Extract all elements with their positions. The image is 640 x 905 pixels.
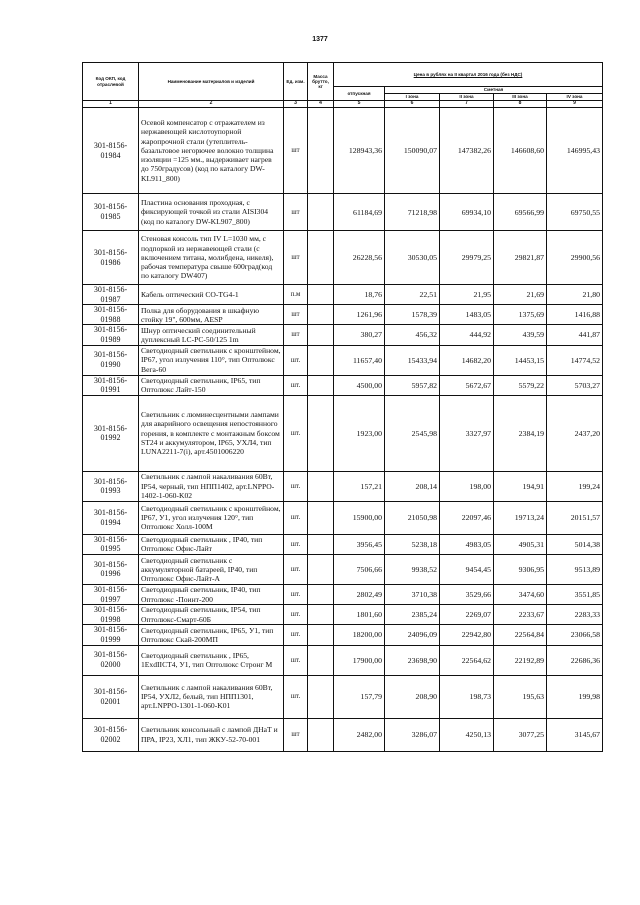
cell-zone1-price: 2385,24 [385, 605, 440, 625]
cell-unit: шт. [284, 584, 308, 604]
cell-unit: шт. [284, 675, 308, 718]
cell-release-price: 26228,56 [334, 231, 385, 285]
cell-code: 301-8156-01994 [83, 501, 139, 534]
col-number: 9 [547, 101, 603, 108]
cell-code: 301-8156-01988 [83, 305, 139, 325]
table-body [83, 108, 603, 752]
cell-mass [308, 285, 334, 305]
cell-name: Светодиодный светильник, IP65, тип Оптолюкс Лайт-150 [139, 375, 284, 395]
col-number: 5 [334, 101, 385, 108]
cell-release-price: 7506,66 [334, 554, 385, 584]
cell-zone4-price: 29900,56 [547, 231, 603, 285]
cell-zone4-price: 21,80 [547, 285, 603, 305]
cell-code: 301-8156-02001 [83, 675, 139, 718]
cell-unit: шт. [284, 471, 308, 501]
cell-zone2-price: 198,00 [440, 471, 494, 501]
cell-zone4-price: 5014,38 [547, 534, 603, 554]
cell-code: 301-8156-01998 [83, 605, 139, 625]
column-number-row [83, 101, 603, 108]
col-number: 2 [139, 101, 284, 108]
cell-code: 301-8156-01999 [83, 625, 139, 645]
table-row [83, 345, 603, 375]
cell-release-price: 1923,00 [334, 395, 385, 471]
cell-zone1-price: 71218,98 [385, 194, 440, 231]
cell-zone4-price: 14774,52 [547, 345, 603, 375]
cell-unit: шт. [284, 345, 308, 375]
cell-unit: п.м [284, 285, 308, 305]
cell-zone2-price: 14682,20 [440, 345, 494, 375]
cell-name: Светильник с лампой накаливания 60Вт, IP54, УХЛ2, белый, тип НПП1301, арт.LNPPO-1301-1-060-K01 [139, 675, 284, 718]
cell-zone1-price: 21050,98 [385, 501, 440, 534]
cell-zone2-price: 21,95 [440, 285, 494, 305]
cell-mass [308, 718, 334, 751]
cell-zone3-price: 195,63 [494, 675, 547, 718]
cell-mass [308, 395, 334, 471]
table-row [83, 625, 603, 645]
cell-zone3-price: 29821,87 [494, 231, 547, 285]
cell-zone2-price: 3529,66 [440, 584, 494, 604]
cell-zone2-price: 1483,05 [440, 305, 494, 325]
cell-release-price: 18200,00 [334, 625, 385, 645]
cell-name: Осевой компенсатор с отражателем из нержавеющей кислотоупорной жаропрочной стали (утеплитель-базальтовое негорючее волокно толщина изоляции =125 мм., выдерживает нагрев до 750градусов) (код по каталогу DW-KL911_800) [139, 108, 284, 194]
cell-zone4-price: 441,87 [547, 325, 603, 345]
cell-zone4-price: 3551,85 [547, 584, 603, 604]
header-mass: Масса брутто, кг [308, 63, 334, 101]
table-row [83, 605, 603, 625]
header-name: Наименование материалов и изделий [139, 63, 284, 101]
cell-zone1-price: 24096,09 [385, 625, 440, 645]
cell-zone1-price: 5238,18 [385, 534, 440, 554]
table-row [83, 325, 603, 345]
cell-zone3-price: 9306,95 [494, 554, 547, 584]
cell-zone3-price: 2233,67 [494, 605, 547, 625]
cell-zone2-price: 69934,10 [440, 194, 494, 231]
cell-zone1-price: 22,51 [385, 285, 440, 305]
cell-unit: шт [284, 108, 308, 194]
cell-mass [308, 554, 334, 584]
table-row [83, 194, 603, 231]
cell-zone1-price: 456,32 [385, 325, 440, 345]
cell-release-price: 2482,00 [334, 718, 385, 751]
cell-zone3-price: 3077,25 [494, 718, 547, 751]
cell-zone1-price: 23698,90 [385, 645, 440, 675]
cell-mass [308, 534, 334, 554]
cell-zone3-price: 69566,99 [494, 194, 547, 231]
header-zone2: II зона [440, 94, 494, 101]
cell-mass [308, 325, 334, 345]
col-number: 1 [83, 101, 139, 108]
page-number: 1377 [312, 36, 328, 43]
cell-zone1-price: 2545,98 [385, 395, 440, 471]
col-number: 3 [284, 101, 308, 108]
cell-zone4-price: 3145,67 [547, 718, 603, 751]
cell-zone4-price: 2283,33 [547, 605, 603, 625]
cell-code: 301-8156-01989 [83, 325, 139, 345]
cell-mass [308, 194, 334, 231]
cell-zone1-price: 150090,07 [385, 108, 440, 194]
cell-zone4-price: 22686,36 [547, 645, 603, 675]
table-row [83, 305, 603, 325]
cell-zone2-price: 444,92 [440, 325, 494, 345]
cell-name: Светодиодный светильник, IP65, У1, тип Оптолюкс Скай-200МП [139, 625, 284, 645]
cell-release-price: 11657,40 [334, 345, 385, 375]
cell-zone4-price: 69750,55 [547, 194, 603, 231]
cell-zone2-price: 4983,05 [440, 534, 494, 554]
header-price-group: Цена в рублях на II квартал 2016 года (без НДС) [334, 63, 603, 87]
table-row [83, 584, 603, 604]
cell-release-price: 1261,96 [334, 305, 385, 325]
cell-name: Светильник консольный с лампой ДНаТ и ПРА, IP23, ХЛ1, тип ЖКУ-52-70-001 [139, 718, 284, 751]
cell-unit: шт. [284, 625, 308, 645]
cell-zone2-price: 22564,62 [440, 645, 494, 675]
cell-zone3-price: 21,69 [494, 285, 547, 305]
cell-code: 301-8156-01996 [83, 554, 139, 584]
cell-release-price: 4500,00 [334, 375, 385, 395]
cell-zone3-price: 19713,24 [494, 501, 547, 534]
cell-name: Светодиодный светильник с аккумуляторной батареей, IP40, тип Оптолюкс Офис-Лайт-А [139, 554, 284, 584]
cell-mass [308, 305, 334, 325]
cell-code: 301-8156-01990 [83, 345, 139, 375]
cell-zone1-price: 3286,07 [385, 718, 440, 751]
cell-mass [308, 345, 334, 375]
cell-name: Светодиодный светильник , IP40, тип Оптолюкс Офис-Лайт [139, 534, 284, 554]
cell-mass [308, 605, 334, 625]
table-row [83, 501, 603, 534]
cell-unit: шт [284, 718, 308, 751]
cell-zone4-price: 9513,89 [547, 554, 603, 584]
cell-code: 301-8156-01991 [83, 375, 139, 395]
cell-release-price: 128943,36 [334, 108, 385, 194]
cell-unit: шт [284, 325, 308, 345]
cell-name: Светодиодный светильник, IP40, тип Оптолюкс -Поинт-200 [139, 584, 284, 604]
col-number: 7 [440, 101, 494, 108]
cell-unit: шт. [284, 375, 308, 395]
cell-name: Светильник с лампой накаливания 60Вт, IP54, черный, тип НПП1402, арт.LNPPO-1402-1-060-K02 [139, 471, 284, 501]
header-unit: Ед. изм. [284, 63, 308, 101]
cell-mass [308, 108, 334, 194]
cell-zone2-price: 5672,67 [440, 375, 494, 395]
table-row [83, 718, 603, 751]
table-row [83, 285, 603, 305]
cell-name: Шнур оптический соединительный дуплексный LC-PC-50/125 1m [139, 325, 284, 345]
cell-mass [308, 625, 334, 645]
cell-release-price: 1801,60 [334, 605, 385, 625]
cell-code: 301-8156-01992 [83, 395, 139, 471]
cell-zone4-price: 1416,88 [547, 305, 603, 325]
cell-name: Светодиодный светильник, IP54, тип Оптолюкс-Смарт-60Б [139, 605, 284, 625]
cell-release-price: 380,27 [334, 325, 385, 345]
cell-name: Стеновая консоль тип IV L=1030 мм, с подпоркой из нержавеющей стали (с включением титана, молибдена, никеля), рабочая температура свыше 600град(код по каталогу DW407) [139, 231, 284, 285]
cell-unit: шт. [284, 501, 308, 534]
header-estimate: Сметная [385, 87, 603, 94]
cell-unit: шт. [284, 645, 308, 675]
cell-release-price: 157,21 [334, 471, 385, 501]
cell-zone2-price: 2269,07 [440, 605, 494, 625]
cell-code: 301-8156-01987 [83, 285, 139, 305]
header-zone4: IV зона [547, 94, 603, 101]
table-row [83, 231, 603, 285]
cell-unit: шт. [284, 605, 308, 625]
cell-zone3-price: 439,59 [494, 325, 547, 345]
cell-zone3-price: 22192,89 [494, 645, 547, 675]
cell-zone4-price: 2437,20 [547, 395, 603, 471]
col-number: 8 [494, 101, 547, 108]
cell-zone3-price: 5579,22 [494, 375, 547, 395]
cell-release-price: 15900,00 [334, 501, 385, 534]
cell-zone2-price: 22097,46 [440, 501, 494, 534]
cell-zone3-price: 3474,60 [494, 584, 547, 604]
cell-zone4-price: 5703,27 [547, 375, 603, 395]
cell-zone4-price: 23066,58 [547, 625, 603, 645]
cell-mass [308, 471, 334, 501]
cell-zone1-price: 15433,94 [385, 345, 440, 375]
cell-zone3-price: 1375,69 [494, 305, 547, 325]
cell-name: Светодиодный светильник с кронштейном, IP67, угол излучения 110°, тип Оптолюкс Вега-60 [139, 345, 284, 375]
cell-name: Светодиодный светильник , IP65, 1ExdIICT4, У1, тип Оптолюкс Стронг М [139, 645, 284, 675]
cell-code: 301-8156-01986 [83, 231, 139, 285]
table-row [83, 645, 603, 675]
col-number: 6 [385, 101, 440, 108]
cell-unit: шт [284, 194, 308, 231]
table-row [83, 108, 603, 194]
cell-zone3-price: 146608,60 [494, 108, 547, 194]
cell-code: 301-8156-01984 [83, 108, 139, 194]
cell-zone3-price: 2384,19 [494, 395, 547, 471]
cell-mass [308, 231, 334, 285]
header-zone1: I зона [385, 94, 440, 101]
cell-unit: шт. [284, 554, 308, 584]
table-row [83, 534, 603, 554]
cell-zone1-price: 5957,82 [385, 375, 440, 395]
cell-release-price: 18,76 [334, 285, 385, 305]
cell-zone2-price: 29979,25 [440, 231, 494, 285]
cell-name: Светодиодный светильник с кронштейном, IP67, У1, угол излучения 120°, тип Оптолюкс Холл-100М [139, 501, 284, 534]
cell-zone2-price: 3327,97 [440, 395, 494, 471]
cell-unit: шт. [284, 534, 308, 554]
cell-release-price: 157,79 [334, 675, 385, 718]
cell-zone1-price: 30530,05 [385, 231, 440, 285]
cell-name: Кабель оптический CO-TG4-1 [139, 285, 284, 305]
cell-release-price: 61184,69 [334, 194, 385, 231]
header-code: Код ОКП, код отраслевой [83, 63, 139, 101]
header-zone3: III зона [494, 94, 547, 101]
cell-mass [308, 375, 334, 395]
cell-mass [308, 675, 334, 718]
cell-release-price: 3956,45 [334, 534, 385, 554]
cell-mass [308, 645, 334, 675]
col-number: 4 [308, 101, 334, 108]
cell-mass [308, 584, 334, 604]
cell-code: 301-8156-02002 [83, 718, 139, 751]
cell-zone1-price: 1578,39 [385, 305, 440, 325]
price-table [82, 62, 603, 752]
cell-zone3-price: 4905,31 [494, 534, 547, 554]
cell-zone2-price: 4250,13 [440, 718, 494, 751]
cell-code: 301-8156-02000 [83, 645, 139, 675]
cell-unit: шт. [284, 395, 308, 471]
table-row [83, 554, 603, 584]
cell-unit: шт [284, 231, 308, 285]
cell-release-price: 2802,49 [334, 584, 385, 604]
cell-name: Полка для оборудования в шкафную стойку 19", 600мм, AESP [139, 305, 284, 325]
cell-release-price: 17900,00 [334, 645, 385, 675]
cell-name: Пластина основания проходная, с фиксирующей точкой из стали AISI304 (код по каталогу DW-KL907_800) [139, 194, 284, 231]
cell-zone2-price: 9454,45 [440, 554, 494, 584]
cell-zone1-price: 208,14 [385, 471, 440, 501]
header-release: отпускная [334, 87, 385, 101]
table-row [83, 675, 603, 718]
cell-zone1-price: 9938,52 [385, 554, 440, 584]
cell-zone2-price: 147382,26 [440, 108, 494, 194]
cell-unit: шт [284, 305, 308, 325]
cell-zone4-price: 199,24 [547, 471, 603, 501]
cell-code: 301-8156-01995 [83, 534, 139, 554]
cell-mass [308, 501, 334, 534]
table-row [83, 471, 603, 501]
cell-zone2-price: 22942,80 [440, 625, 494, 645]
cell-code: 301-8156-01993 [83, 471, 139, 501]
cell-zone4-price: 146995,43 [547, 108, 603, 194]
cell-code: 301-8156-01985 [83, 194, 139, 231]
table-row [83, 375, 603, 395]
cell-name: Светильник с люминесцентными лампами для аварийного освещения непостоянного горения, в комплекте с монтажным боксом ST24 и аккумулятором, IP65, УХЛ4, тип LUNA2211-7(i), арт.4501006220 [139, 395, 284, 471]
cell-zone1-price: 208,90 [385, 675, 440, 718]
cell-zone3-price: 14453,15 [494, 345, 547, 375]
cell-zone1-price: 3710,38 [385, 584, 440, 604]
cell-zone3-price: 194,91 [494, 471, 547, 501]
cell-zone2-price: 198,73 [440, 675, 494, 718]
table-row [83, 395, 603, 471]
cell-zone4-price: 199,98 [547, 675, 603, 718]
cell-zone3-price: 22564,84 [494, 625, 547, 645]
cell-zone4-price: 20151,57 [547, 501, 603, 534]
cell-code: 301-8156-01997 [83, 584, 139, 604]
